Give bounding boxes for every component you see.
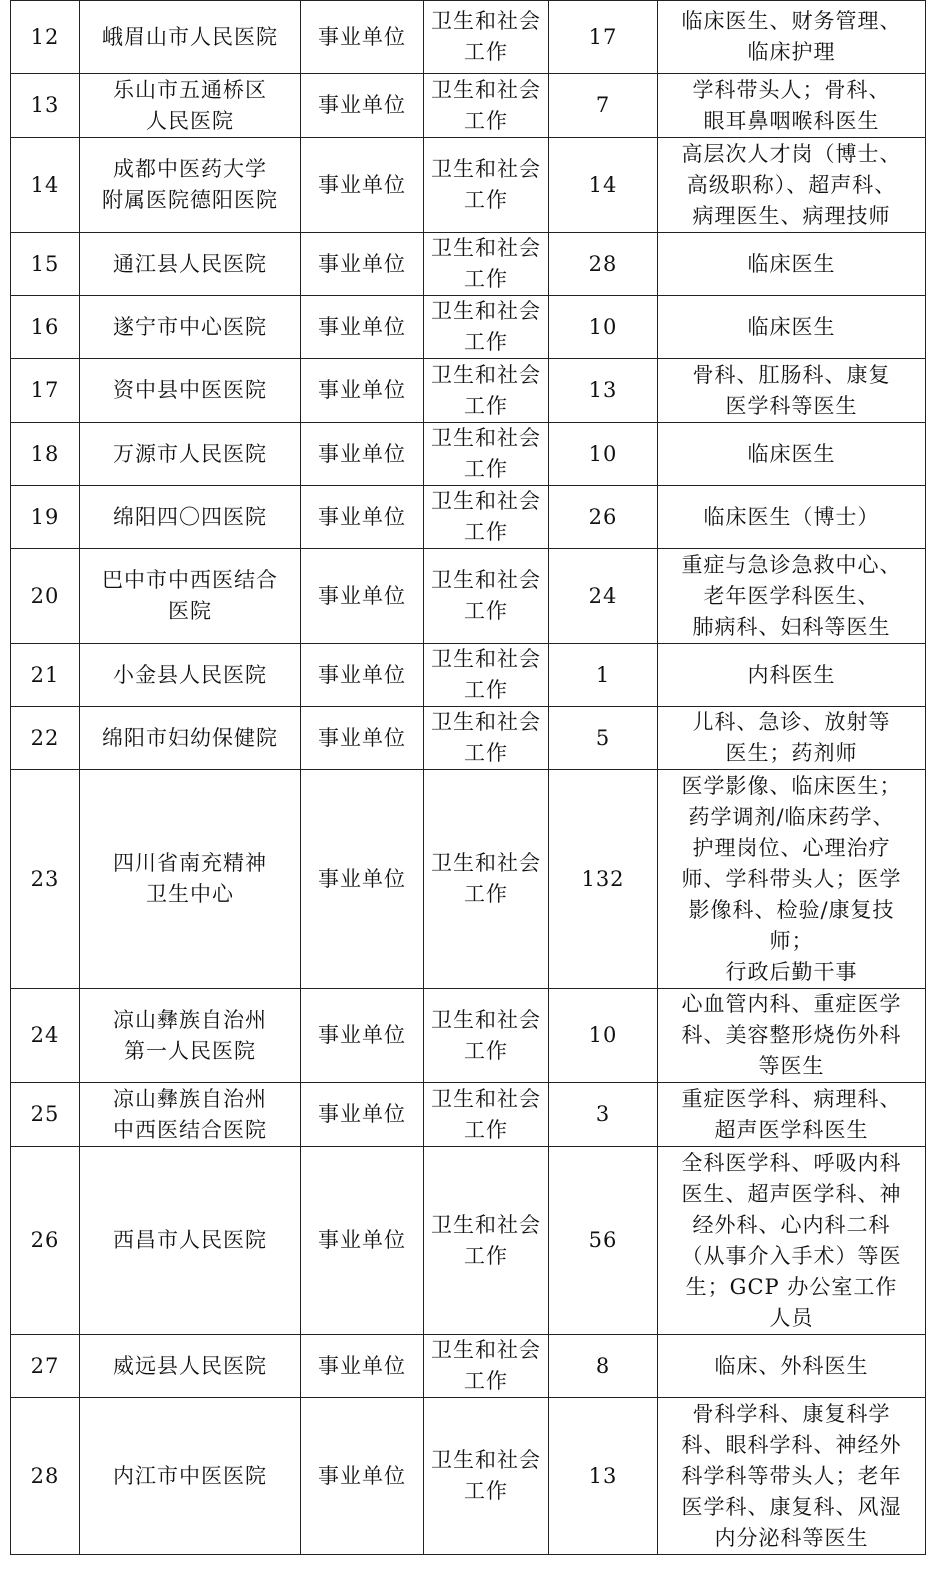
cell-headcount: 5: [549, 707, 658, 770]
cell-hospital-name: 凉山彝族自治州 第一人民医院: [80, 989, 301, 1083]
cell-unit-type: 事业单位: [301, 233, 424, 296]
cell-headcount: 28: [549, 233, 658, 296]
cell-headcount: 17: [549, 1, 658, 74]
cell-headcount: 10: [549, 296, 658, 359]
cell-unit-type: 事业单位: [301, 1335, 424, 1398]
cell-hospital-name: 峨眉山市人民医院: [80, 1, 301, 74]
cell-industry: 卫生和社会 工作: [424, 233, 549, 296]
cell-hospital-name: 资中县中医医院: [80, 359, 301, 423]
table-row: [11, 359, 926, 423]
cell-positions: 高层次人才岗（博士、 高级职称）、超声科、 病理医生、病理技师: [658, 138, 926, 233]
table-row: [11, 233, 926, 296]
table-row: [11, 549, 926, 644]
table-row: [11, 770, 926, 989]
cell-headcount: 8: [549, 1335, 658, 1398]
cell-hospital-name: 内江市中医医院: [80, 1398, 301, 1555]
cell-positions: 骨科学科、康复科学 科、眼科学科、神经外 科学科等带头人；老年 医学科、康复科、风湿 内分泌科等医生: [658, 1398, 926, 1555]
cell-hospital-name: 巴中市中西医结合 医院: [80, 549, 301, 644]
cell-number: 27: [11, 1335, 80, 1398]
cell-industry: 卫生和社会 工作: [424, 549, 549, 644]
cell-unit-type: 事业单位: [301, 486, 424, 549]
cell-industry: 卫生和社会 工作: [424, 296, 549, 359]
table-row: [11, 1398, 926, 1555]
cell-number: 13: [11, 74, 80, 138]
cell-hospital-name: 凉山彝族自治州 中西医结合医院: [80, 1083, 301, 1147]
cell-unit-type: 事业单位: [301, 296, 424, 359]
cell-hospital-name: 四川省南充精神 卫生中心: [80, 770, 301, 989]
cell-industry: 卫生和社会 工作: [424, 138, 549, 233]
cell-hospital-name: 绵阳四〇四医院: [80, 486, 301, 549]
cell-number: 25: [11, 1083, 80, 1147]
cell-unit-type: 事业单位: [301, 770, 424, 989]
cell-headcount: 1: [549, 644, 658, 707]
cell-positions: 骨科、肛肠科、康复 医学科等医生: [658, 359, 926, 423]
cell-headcount: 3: [549, 1083, 658, 1147]
table-row: [11, 644, 926, 707]
cell-number: 17: [11, 359, 80, 423]
cell-unit-type: 事业单位: [301, 359, 424, 423]
table-row: [11, 296, 926, 359]
cell-positions: 内科医生: [658, 644, 926, 707]
cell-hospital-name: 西昌市人民医院: [80, 1147, 301, 1335]
cell-headcount: 13: [549, 1398, 658, 1555]
cell-unit-type: 事业单位: [301, 1083, 424, 1147]
cell-industry: 卫生和社会 工作: [424, 1147, 549, 1335]
table-row: [11, 1335, 926, 1398]
cell-number: 14: [11, 138, 80, 233]
cell-positions: 重症医学科、病理科、 超声医学科医生: [658, 1083, 926, 1147]
table-row: [11, 1, 926, 74]
cell-industry: 卫生和社会 工作: [424, 770, 549, 989]
cell-industry: 卫生和社会 工作: [424, 1335, 549, 1398]
cell-positions: 心血管内科、重症医学 科、美容整形烧伤外科 等医生: [658, 989, 926, 1083]
cell-industry: 卫生和社会 工作: [424, 486, 549, 549]
cell-hospital-name: 通江县人民医院: [80, 233, 301, 296]
table-row: [11, 1147, 926, 1335]
cell-hospital-name: 威远县人民医院: [80, 1335, 301, 1398]
recruitment-table: [10, 0, 926, 1555]
cell-industry: 卫生和社会 工作: [424, 707, 549, 770]
cell-positions: 临床医生: [658, 296, 926, 359]
cell-number: 24: [11, 989, 80, 1083]
table-row: [11, 486, 926, 549]
cell-headcount: 10: [549, 989, 658, 1083]
cell-unit-type: 事业单位: [301, 1, 424, 74]
cell-number: 18: [11, 423, 80, 486]
cell-positions: 全科医学科、呼吸内科 医生、超声医学科、神 经外科、心内科二科 （从事介入手术）等医 生；GCP 办公室工作 人员: [658, 1147, 926, 1335]
table-row: [11, 707, 926, 770]
cell-industry: 卫生和社会 工作: [424, 1398, 549, 1555]
cell-headcount: 10: [549, 423, 658, 486]
table-row: [11, 138, 926, 233]
cell-positions: 儿科、急诊、放射等 医生；药剂师: [658, 707, 926, 770]
cell-hospital-name: 遂宁市中心医院: [80, 296, 301, 359]
cell-industry: 卫生和社会 工作: [424, 1, 549, 74]
cell-unit-type: 事业单位: [301, 707, 424, 770]
cell-number: 15: [11, 233, 80, 296]
cell-number: 23: [11, 770, 80, 989]
cell-hospital-name: 成都中医药大学 附属医院德阳医院: [80, 138, 301, 233]
cell-unit-type: 事业单位: [301, 549, 424, 644]
cell-industry: 卫生和社会 工作: [424, 989, 549, 1083]
cell-hospital-name: 绵阳市妇幼保健院: [80, 707, 301, 770]
cell-industry: 卫生和社会 工作: [424, 1083, 549, 1147]
cell-number: 12: [11, 1, 80, 74]
cell-headcount: 24: [549, 549, 658, 644]
cell-unit-type: 事业单位: [301, 423, 424, 486]
cell-headcount: 14: [549, 138, 658, 233]
cell-industry: 卫生和社会 工作: [424, 359, 549, 423]
cell-headcount: 56: [549, 1147, 658, 1335]
cell-positions: 医学影像、临床医生； 药学调剂/临床药学、 护理岗位、心理治疗 师、学科带头人；医学 影像科、检验/康复技 师； 行政后勤干事: [658, 770, 926, 989]
cell-positions: 学科带头人；骨科、 眼耳鼻咽喉科医生: [658, 74, 926, 138]
table-row: [11, 989, 926, 1083]
cell-industry: 卫生和社会 工作: [424, 644, 549, 707]
cell-headcount: 26: [549, 486, 658, 549]
cell-number: 26: [11, 1147, 80, 1335]
cell-headcount: 13: [549, 359, 658, 423]
table-body: [11, 1, 926, 1555]
cell-number: 19: [11, 486, 80, 549]
cell-unit-type: 事业单位: [301, 989, 424, 1083]
cell-positions: 临床医生: [658, 233, 926, 296]
cell-number: 16: [11, 296, 80, 359]
cell-hospital-name: 万源市人民医院: [80, 423, 301, 486]
table-row: [11, 423, 926, 486]
cell-headcount: 7: [549, 74, 658, 138]
table-row: [11, 74, 926, 138]
cell-unit-type: 事业单位: [301, 1398, 424, 1555]
cell-number: 28: [11, 1398, 80, 1555]
cell-hospital-name: 小金县人民医院: [80, 644, 301, 707]
cell-unit-type: 事业单位: [301, 74, 424, 138]
cell-unit-type: 事业单位: [301, 644, 424, 707]
cell-number: 22: [11, 707, 80, 770]
cell-industry: 卫生和社会 工作: [424, 423, 549, 486]
cell-positions: 重症与急诊急救中心、 老年医学科医生、 肺病科、妇科等医生: [658, 549, 926, 644]
cell-unit-type: 事业单位: [301, 138, 424, 233]
cell-number: 20: [11, 549, 80, 644]
cell-number: 21: [11, 644, 80, 707]
cell-positions: 临床医生（博士）: [658, 486, 926, 549]
cell-hospital-name: 乐山市五通桥区 人民医院: [80, 74, 301, 138]
cell-headcount: 132: [549, 770, 658, 989]
table-row: [11, 1083, 926, 1147]
cell-unit-type: 事业单位: [301, 1147, 424, 1335]
cell-positions: 临床医生: [658, 423, 926, 486]
cell-industry: 卫生和社会 工作: [424, 74, 549, 138]
cell-positions: 临床、外科医生: [658, 1335, 926, 1398]
cell-positions: 临床医生、财务管理、 临床护理: [658, 1, 926, 74]
